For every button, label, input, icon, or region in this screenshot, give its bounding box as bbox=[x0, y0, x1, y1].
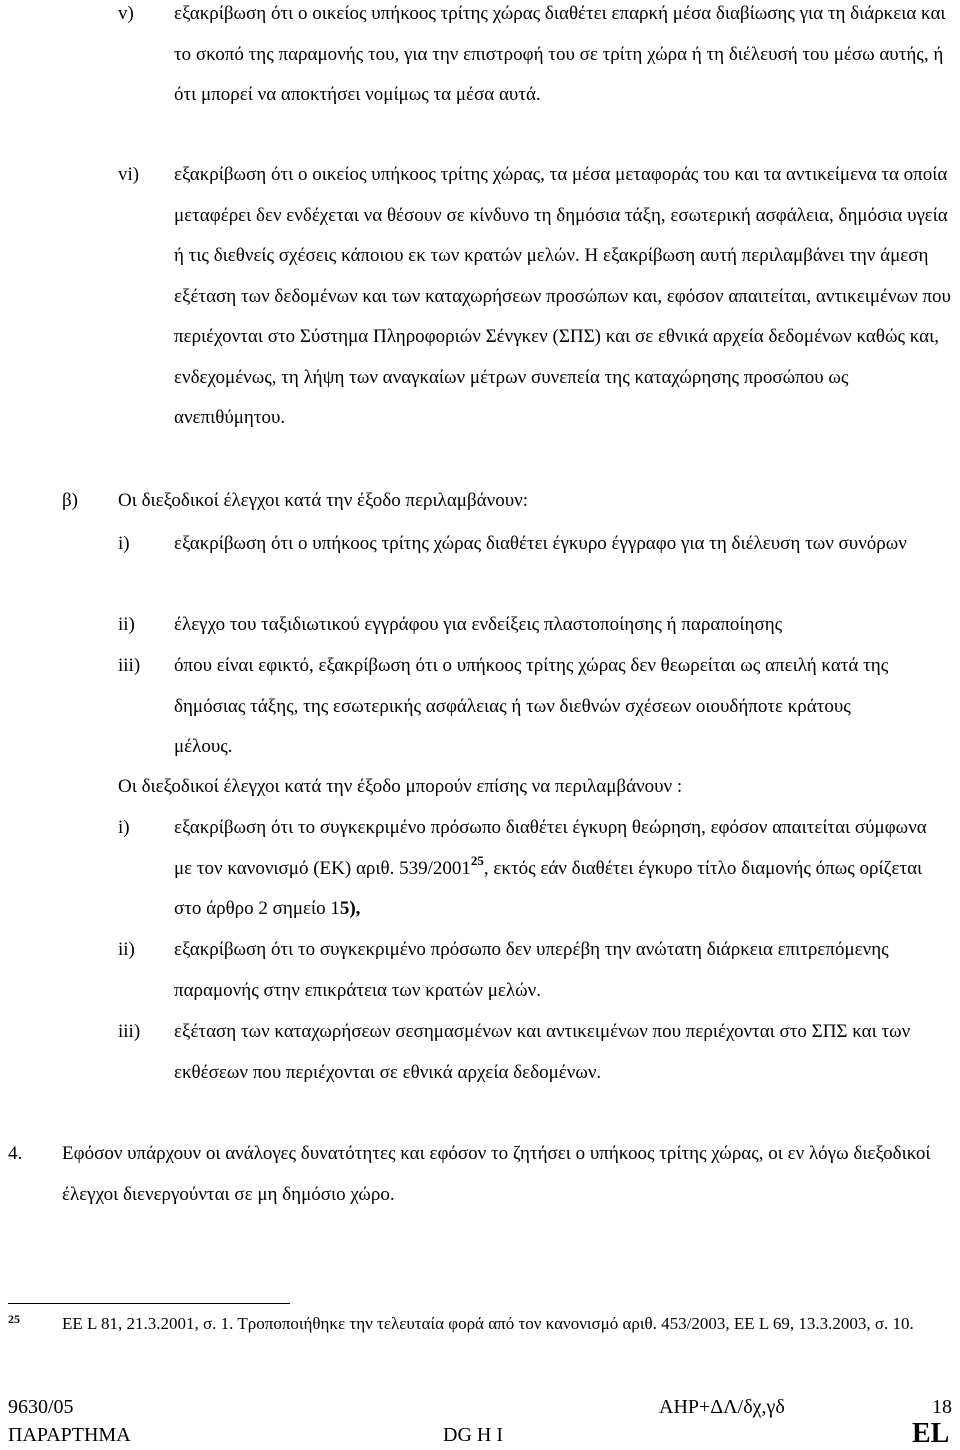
item-label: ii) bbox=[118, 614, 135, 635]
item-text-bold: 5), bbox=[339, 898, 361, 919]
item-label: iii) bbox=[118, 655, 141, 676]
section-intro: Οι διεξοδικοί έλεγχοι κατά την έξοδο περιλαμβάνουν: bbox=[118, 490, 528, 511]
point-label: 4. bbox=[8, 1143, 23, 1164]
dg-label: DG H I bbox=[443, 1424, 503, 1446]
item-label: v) bbox=[118, 3, 134, 24]
item-label: vi) bbox=[118, 164, 140, 185]
item-text: εξέταση των καταχωρήσεων σεσημασμένων και αντικειμένων που περιέχονται στο ΣΠΣ και των εκθέσεων που περιέχονται σε εθνικά αρχεία δεδομένων. bbox=[174, 1021, 911, 1083]
point-text: Εφόσον υπάρχουν οι ανάλογες δυνατότητες και εφόσον το ζητήσει ο υπήκοος τρίτης χώρας, οι εν λόγω διεξοδικοί έλεγχοι διενεργούνται σε μη δημόσιο χώρο. bbox=[62, 1143, 931, 1205]
item-text: εξακρίβωση ότι το συγκεκριμένο πρόσωπο δεν υπερέβη την ανώτατη διάρκεια επιτρεπόμενης παραμονής στην επικράτεια των κρατών μελών. bbox=[174, 939, 889, 1001]
item-text: εξακρίβωση ότι ο υπήκοος τρίτης χώρας διαθέτει έγκυρο έγγραφο για τη διέλευση των συνόρων bbox=[174, 533, 907, 554]
section-intro-2: Οι διεξοδικοί έλεγχοι κατά την έξοδο μπορούν επίσης να περιλαμβάνουν : bbox=[118, 776, 683, 797]
footnote-number: 25 bbox=[8, 1312, 20, 1326]
initials: ΑΗΡ+ΔΛ/δχ,γδ bbox=[659, 1396, 785, 1418]
item-label: ii) bbox=[118, 939, 135, 960]
footnote-ref: 25 bbox=[470, 852, 484, 868]
page-number: 18 bbox=[932, 1396, 952, 1418]
doc-ref: 9630/05 bbox=[8, 1396, 74, 1418]
item-text-b: , εκτός εάν διαθέτει έγκυρο τίτλο διαμονής όπως ορίζεται στο άρθρο 2 σημείο 1 bbox=[174, 857, 923, 919]
item-text: έλεγχο του ταξιδιωτικού εγγράφου για ενδείξεις πλαστοποίησης ή παραποίησης bbox=[174, 614, 783, 635]
item-label: iii) bbox=[118, 1021, 141, 1042]
section-label: β) bbox=[62, 490, 78, 511]
item-label: i) bbox=[118, 533, 130, 554]
item-text: εξακρίβωση ότι ο οικείος υπήκοος τρίτης χώρας διαθέτει επαρκή μέσα διαβίωσης για τη διάρκεια και το σκοπό της παραμονής του, για την επιστροφή του σε τρίτη χώρα ή τη διέλευσή του μέσω αυτής, ή ότι μπορεί να αποκτήσει νομίμως τα μέσα αυτά. bbox=[174, 3, 946, 105]
annex-label: ΠΑΡΑΡΤΗΜΑ bbox=[8, 1424, 131, 1446]
item-text: εξακρίβωση ότι ο οικείος υπήκοος τρίτης χώρας, τα μέσα μεταφοράς του και τα αντικείμενα τα οποία μεταφέρει δεν ενδέχεται να θέσουν σε κίνδυνο τη δημόσια τάξη, εσωτερική ασφάλεια, δημόσια υγεία ή τις διεθνείς σχέσεις κάποιου εκ των κρατών μελών. Η εξακρίβωση αυτή περιλαμβάνει την άμεση εξέταση των δεδομένων και των καταχωρήσεων προσώπων και, εφόσον απαιτείται, αντικειμένων που περιέχονται στο Σύστημα Πληροφοριών Σένγκεν (ΣΠΣ) και σε εθνικά αρχεία δεδομένων καθώς και, ενδεχομένως, τη λήψη των αναγκαίων μέτρων συνεπεία της καταχώρησης προσώπου ως ανεπιθύμητου. bbox=[174, 164, 951, 428]
item-text: όπου είναι εφικτό, εξακρίβωση ότι ο υπήκοος τρίτης χώρας δεν θεωρείται ως απειλή κατά της δημόσιας τάξης, της εσωτερικής ασφάλειας ή των διεθνών σχέσεων οιουδήποτε κράτους μέλους. bbox=[174, 655, 889, 757]
item-label: i) bbox=[118, 817, 130, 838]
language-code: EL bbox=[912, 1418, 950, 1449]
item-text bbox=[174, 808, 949, 930]
footnote-text: ΕΕ L 81, 21.3.2001, σ. 1. Τροποποιήθηκε την τελευταία φορά από τον κανονισμό αριθ. 453/2003, ΕΕ L 69, 13.3.2003, σ. 10. bbox=[62, 1314, 914, 1333]
footnote-rule bbox=[8, 1303, 290, 1304]
item-text-a: εξακρίβωση ότι το συγκεκριμένο πρόσωπο διαθέτει έγκυρη θεώρηση, εφόσον απαιτείται σύμφωνα με τον κανονισμό (ΕΚ) αριθ. 539/2001 bbox=[174, 817, 927, 879]
